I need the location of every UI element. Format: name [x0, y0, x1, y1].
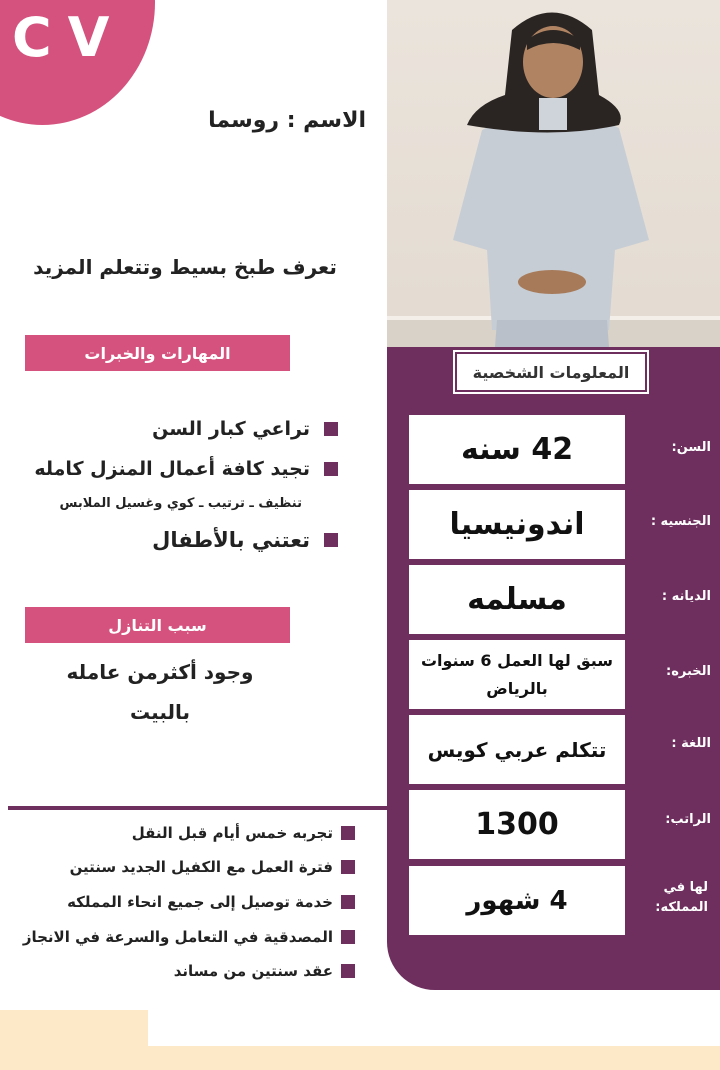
religion-value: مسلمه [409, 565, 625, 634]
summary-text: تعرف طبخ بسيط وتتعلم المزيد [33, 255, 337, 279]
nationality-label: الجنسيه : [650, 514, 711, 529]
section-divider [8, 806, 388, 810]
age-label: السن: [671, 440, 711, 455]
skill-item [152, 528, 338, 552]
note-item [132, 824, 355, 842]
language-label: اللغة : [671, 736, 711, 751]
bullet-square-icon [341, 826, 355, 840]
note-item [67, 893, 355, 911]
bullet-square-icon [341, 930, 355, 944]
religion-label: الديانه : [661, 589, 711, 604]
nationality-value: اندونيسيا [409, 490, 625, 559]
person-illustration [387, 0, 720, 347]
skill-subtext: تنظيف ـ ترتيب ـ كوي وغسيل الملابس [59, 496, 302, 511]
age-value: 42 سنه [409, 415, 625, 484]
time-in-kingdom-value: 4 شهور [409, 866, 625, 935]
note-text: فترة العمل مع الكفيل الجديد سنتين [69, 858, 333, 876]
bottom-block [0, 1010, 148, 1070]
bullet-square-icon [324, 533, 338, 547]
skill-item [152, 418, 338, 440]
bullet-square-icon [341, 964, 355, 978]
salary-label: الراتب: [665, 812, 711, 827]
bullet-square-icon [324, 422, 338, 436]
bullet-square-icon [341, 895, 355, 909]
time-in-kingdom-label: لها في المملكه: [655, 880, 708, 915]
reason-heading: سبب التنازل [25, 607, 290, 643]
personal-info-heading: المعلومات الشخصية [455, 352, 647, 392]
note-text: عقد سنتين من مساند [173, 962, 333, 980]
reason-text: وجود أكثرمن عامله بالبيت [66, 660, 254, 724]
skill-text: تراعي كبار السن [152, 418, 310, 440]
skills-heading: المهارات والخبرات [25, 335, 290, 371]
skill-text: تعتني بالأطفال [152, 528, 310, 552]
experience-value: سبق لها العمل 6 سنوات بالرياض [409, 640, 625, 709]
note-item [70, 858, 355, 876]
salary-value: 1300 [409, 790, 625, 859]
person-name: الاسم : روسما [208, 108, 366, 133]
note-text: خدمة توصيل إلى جميع انحاء المملكه [67, 893, 333, 911]
note-text: المصدقية في التعامل والسرعة في الانجاز [22, 928, 333, 946]
note-text: تجربه خمس أيام قبل النقل [131, 824, 333, 842]
note-item [23, 928, 355, 946]
language-value: تتكلم عربي كويس [409, 715, 625, 784]
profile-photo [387, 0, 720, 347]
experience-label: الخبره: [666, 664, 711, 679]
skill-item [34, 458, 338, 480]
bullet-square-icon [341, 860, 355, 874]
bullet-square-icon [324, 462, 338, 476]
cv-badge-text: CV [12, 6, 126, 69]
note-item [174, 962, 355, 980]
skill-text: تجيد كافة أعمال المنزل كامله [34, 458, 310, 480]
